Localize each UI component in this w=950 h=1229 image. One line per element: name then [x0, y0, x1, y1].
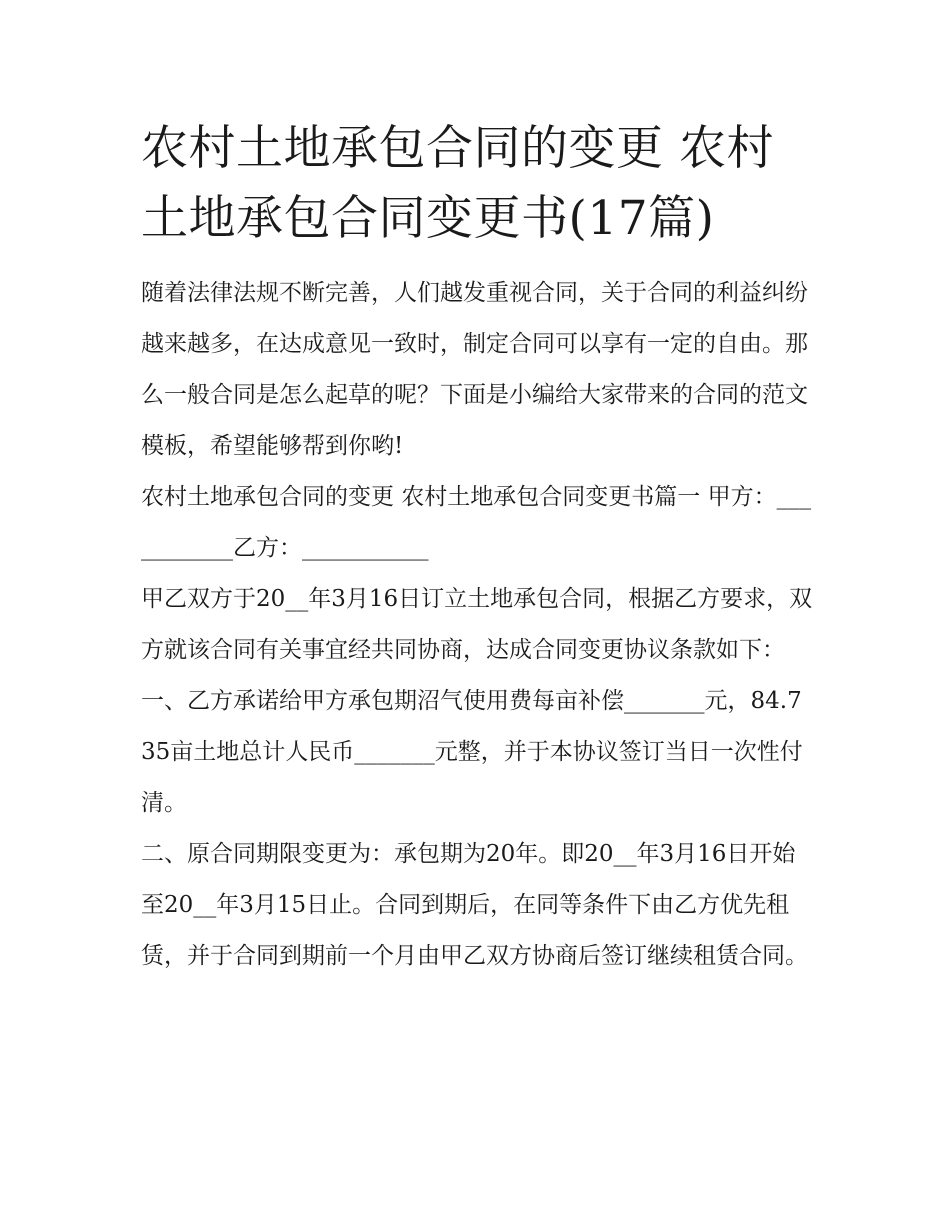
- document-title: 农村土地承包合同的变更 农村土地承包合同变更书(17篇): [141, 121, 774, 246]
- section-heading-parties: 农村土地承包合同的变更 农村土地承包合同变更书篇一 甲方：___________乙方：___________: [141, 484, 812, 561]
- agreement-paragraph: 甲乙双方于20__年3月16日订立土地承包合同，根据乙方要求，双方就该合同有关事宜经共同协商，达成合同变更协议条款如下：: [141, 586, 813, 663]
- clause-one: 一、乙方承诺给甲方承包期沼气使用费每亩补偿_______元，84.735亩土地总计人民币_______元整，并于本协议签订当日一次性付清。: [141, 688, 803, 816]
- intro-paragraph: 随着法律法规不断完善，人们越发重视合同，关于合同的利益纠纷越来越多，在达成意见一致时，制定合同可以享有一定的自由。那么一般合同是怎么起草的呢？下面是小编给大家带来的合同的范文模板，希望能够帮到你哟!: [141, 280, 808, 459]
- clause-two: 二、原合同期限变更为：承包期为20年。即20__年3月16日开始至20__年3月15日止。合同到期后，在同等条件下由乙方优先租赁，并于合同到期前一个月由甲乙双方协商后签订继续租赁合同。: [141, 841, 808, 969]
- document-body: [141, 114, 816, 982]
